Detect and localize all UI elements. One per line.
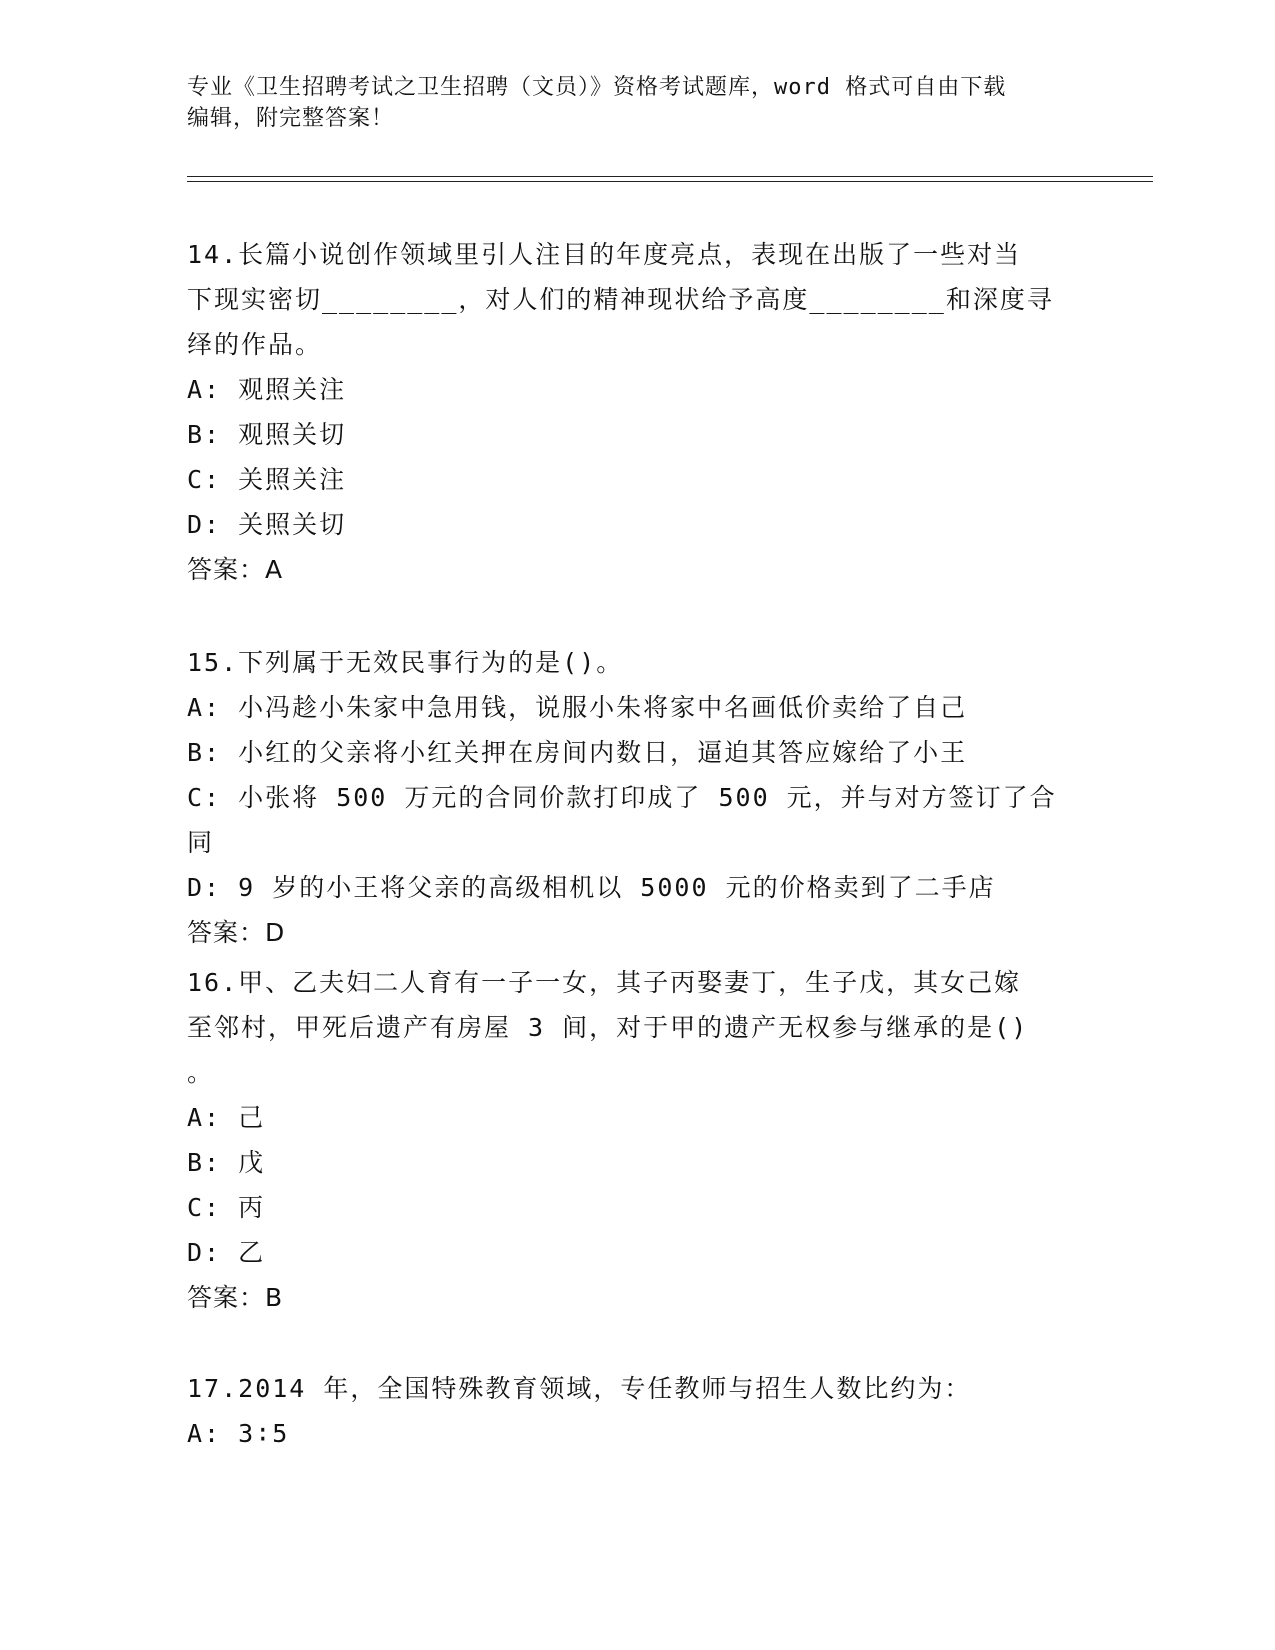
- question-15: [187, 640, 1077, 955]
- question-text-line: 15.下列属于无效民事行为的是()。: [187, 648, 624, 677]
- question-text-line: 16.甲、乙夫妇二人育有一子一女，其子丙娶妻丁，生子戊，其女己嫁: [187, 968, 1022, 997]
- option-d: D: 关照关切: [187, 510, 347, 539]
- question-17: [187, 1366, 1077, 1456]
- option-b: B: 观照关切: [187, 420, 347, 449]
- option-a: A: 小冯趁小朱家中急用钱，说服小朱将家中名画低价卖给了自己: [187, 693, 968, 722]
- header-divider-bottom: [187, 181, 1153, 182]
- option-d: D: 乙: [187, 1238, 266, 1267]
- document-header: [187, 72, 1087, 134]
- question-text-line: 下现实密切________，对人们的精神现状给予高度________和深度寻: [187, 285, 1054, 314]
- option-b: B: 小红的父亲将小红关押在房间内数日，逼迫其答应嫁给了小王: [187, 738, 968, 767]
- question-text-line: 17.2014 年，全国特殊教育领域，专任教师与招生人数比约为：: [187, 1374, 972, 1403]
- option-d: D: 9 岁的小王将父亲的高级相机以 5000 元的价格卖到了二手店: [187, 873, 996, 902]
- option-c: C: 丙: [187, 1193, 266, 1222]
- header-divider-top: [187, 176, 1153, 177]
- answer: 答案：B: [187, 1283, 284, 1312]
- question-16: [187, 960, 1077, 1320]
- question-14: [187, 232, 1077, 592]
- option-c: C: 小张将 500 万元的合同价款打印成了 500 元，并与对方签订了合同: [187, 783, 1057, 857]
- header-line-2: 编辑，附完整答案！: [187, 106, 395, 131]
- header-line-1: 专业《卫生招聘考试之卫生招聘（文员）》资格考试题库，word 格式可自由下载: [187, 75, 1007, 100]
- question-text-line: 绎的作品。: [187, 330, 323, 359]
- answer: 答案：D: [187, 918, 286, 947]
- option-a: A: 观照关注: [187, 375, 347, 404]
- question-text-line: 14.长篇小说创作领域里引人注目的年度亮点，表现在出版了一些对当: [187, 240, 1022, 269]
- option-b: B: 戊: [187, 1148, 266, 1177]
- option-c: C: 关照关注: [187, 465, 347, 494]
- question-text-line: 。: [187, 1058, 215, 1087]
- option-a: A: 3∶5: [187, 1419, 290, 1448]
- answer: 答案：A: [187, 555, 284, 584]
- question-text-line: 至邻村，甲死后遗产有房屋 3 间，对于甲的遗产无权参与继承的是(): [187, 1013, 1029, 1042]
- option-a: A: 己: [187, 1103, 266, 1132]
